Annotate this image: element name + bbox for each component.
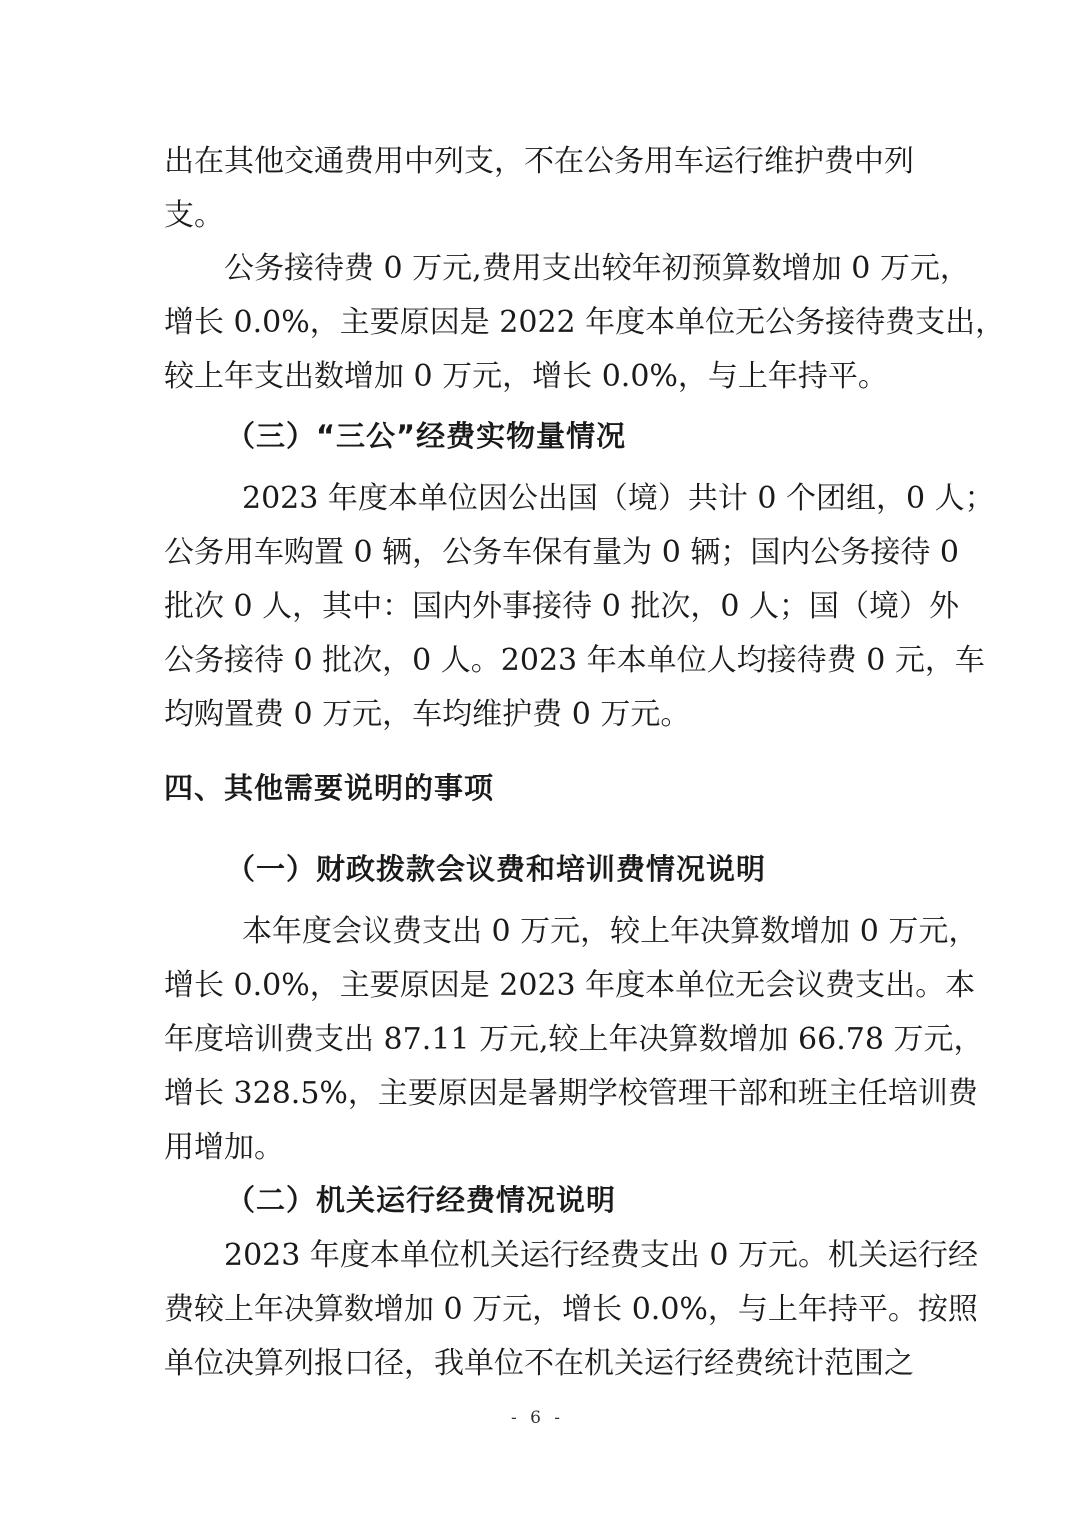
paragraph-line: 增长 328.5%，主要原因是暑期学校管理干部和班主任培训费 bbox=[164, 1076, 978, 1111]
paragraph-line: 批次 0 人，其中：国内外事接待 0 批次，0 人；国（境）外 bbox=[164, 589, 959, 624]
section-heading-4: 四、其他需要说明的事项 bbox=[164, 771, 495, 805]
paragraph-line: 公务接待 0 批次，0 人。2023 年本单位人均接待费 0 元，车 bbox=[164, 643, 985, 678]
paragraph-line: 增长 0.0%，主要原因是 2022 年度本单位无公务接待费支出， bbox=[164, 305, 1006, 340]
paragraph-line: 均购置费 0 万元，车均维护费 0 万元。 bbox=[164, 697, 691, 732]
page-number: - 6 - bbox=[510, 1408, 565, 1428]
paragraph-line: 公务接待费 0 万元,费用支出较年初预算数增加 0 万元， bbox=[224, 251, 970, 286]
subsection-heading-2: （二）机关运行经费情况说明 bbox=[226, 1183, 617, 1217]
subsection-heading-1: （一）财政拨款会议费和培训费情况说明 bbox=[226, 852, 767, 886]
paragraph-line: 用增加。 bbox=[164, 1130, 284, 1165]
paragraph-line: 2023 年度本单位因公出国（境）共计 0 个团组，0 人； bbox=[242, 481, 995, 516]
paragraph-line: 费较上年决算数增加 0 万元，增长 0.0%，与上年持平。按照 bbox=[164, 1292, 978, 1327]
paragraph-line: 年度培训费支出 87.11 万元,较上年决算数增加 66.78 万元， bbox=[164, 1022, 984, 1057]
paragraph-line: 公务用车购置 0 辆，公务车保有量为 0 辆；国内公务接待 0 bbox=[164, 535, 959, 570]
paragraph-line: 2023 年度本单位机关运行经费支出 0 万元。机关运行经 bbox=[224, 1238, 979, 1273]
paragraph-line: 单位决算列报口径，我单位不在机关运行经费统计范围之 bbox=[164, 1346, 914, 1381]
paragraph-line: 本年度会议费支出 0 万元，较上年决算数增加 0 万元， bbox=[242, 914, 979, 949]
paragraph-line: 增长 0.0%，主要原因是 2023 年度本单位无会议费支出。本 bbox=[164, 968, 976, 1003]
paragraph-line: 出在其他交通费用中列支，不在公务用车运行维护费中列 bbox=[164, 144, 914, 179]
paragraph-line: 支。 bbox=[164, 198, 224, 233]
subsection-heading-3: （三）“三公”经费实物量情况 bbox=[226, 419, 627, 453]
paragraph-line: 较上年支出数增加 0 万元，增长 0.0%，与上年持平。 bbox=[164, 359, 888, 394]
